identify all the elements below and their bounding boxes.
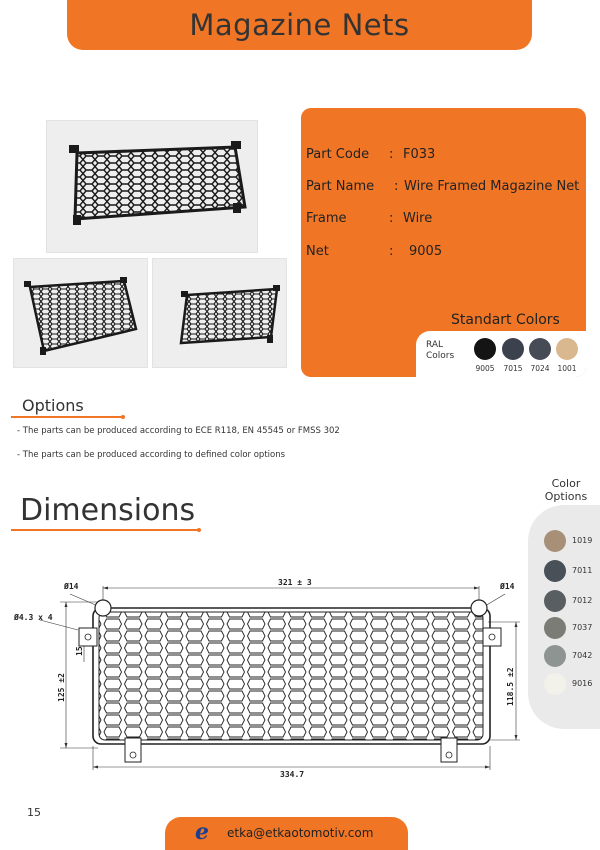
technical-drawing bbox=[0, 570, 530, 780]
dim-width-top: 321 ± 3 bbox=[278, 578, 312, 587]
swatch-code: 1001 bbox=[557, 364, 577, 373]
row-colon: : bbox=[394, 179, 399, 194]
options-underline-dot bbox=[121, 415, 125, 419]
ral-label-line1: RAL bbox=[426, 340, 444, 350]
row-value: 9005 bbox=[409, 244, 443, 259]
color-option-code: 7042 bbox=[572, 651, 593, 660]
ral-colors-box bbox=[416, 331, 586, 377]
dim-hole-right: Ø14 bbox=[500, 582, 515, 591]
title-bar bbox=[67, 0, 532, 50]
frame-row bbox=[306, 211, 432, 226]
color-option bbox=[544, 617, 600, 639]
etka-logo-icon: e bbox=[195, 819, 209, 845]
swatch-code: 7015 bbox=[503, 364, 523, 373]
color-option-code: 1019 bbox=[572, 536, 593, 545]
bracket-bottom-right bbox=[441, 738, 457, 762]
color-option-swatch bbox=[544, 560, 566, 582]
color-options-title-line1: Color bbox=[551, 477, 581, 490]
dim-mount-hole: Ø4.3 x 4 bbox=[14, 613, 53, 622]
page-number: 15 bbox=[27, 806, 41, 819]
dim-height-small: 15 bbox=[75, 646, 84, 656]
row-key: Part Code bbox=[306, 147, 370, 162]
bracket-left bbox=[79, 628, 97, 646]
mount-hole-right bbox=[471, 600, 487, 616]
product-photo-right bbox=[152, 258, 287, 368]
dim-width-bottom: 334.7 bbox=[280, 770, 305, 779]
color-swatch bbox=[556, 338, 578, 360]
color-option bbox=[544, 590, 600, 612]
color-swatch bbox=[502, 338, 524, 360]
dim-height-left: 125 ±2 bbox=[57, 673, 66, 702]
mount-hole-left bbox=[95, 600, 111, 616]
dimensions-title: Dimensions bbox=[20, 493, 196, 528]
part-name-row bbox=[306, 179, 579, 194]
drawing-net bbox=[99, 612, 483, 740]
footer-email[interactable]: etka@etkaotomotiv.com bbox=[227, 826, 374, 840]
row-value: Wire bbox=[403, 211, 433, 226]
row-key: Part Name bbox=[306, 179, 375, 194]
color-option-code: 7011 bbox=[572, 566, 593, 575]
ral-label-line2: Colors bbox=[426, 351, 455, 361]
row-colon: : bbox=[389, 147, 394, 162]
product-photo-main bbox=[46, 120, 258, 253]
dim-height-right: 118.5 ±2 bbox=[506, 667, 515, 706]
net-photo-angle-left bbox=[14, 259, 147, 367]
options-title: Options bbox=[22, 396, 84, 415]
row-colon: : bbox=[389, 211, 394, 226]
net-row bbox=[306, 244, 442, 259]
color-option-swatch bbox=[544, 617, 566, 639]
color-swatch bbox=[529, 338, 551, 360]
color-option bbox=[544, 673, 600, 695]
color-options-panel bbox=[528, 505, 600, 729]
bracket-bottom-left bbox=[125, 738, 141, 762]
color-swatch bbox=[474, 338, 496, 360]
row-colon: : bbox=[389, 244, 394, 259]
dimensions-underline-dot bbox=[197, 528, 201, 532]
color-option-code: 9016 bbox=[572, 679, 593, 688]
color-option-swatch bbox=[544, 645, 566, 667]
row-key: Net bbox=[306, 244, 329, 259]
color-option-code: 7037 bbox=[572, 623, 593, 632]
color-options-title bbox=[537, 477, 595, 503]
footer-bar bbox=[165, 817, 408, 850]
options-bullet: - The parts can be produced according to ECE R118, EN 45545 or FMSS 302 bbox=[17, 426, 340, 436]
color-option bbox=[544, 645, 600, 667]
color-option-swatch bbox=[544, 673, 566, 695]
product-photo-left bbox=[13, 258, 148, 368]
swatch-code: 7024 bbox=[530, 364, 550, 373]
color-options-title-line2: Options bbox=[544, 490, 588, 503]
dimensions-underline bbox=[11, 529, 199, 531]
row-value: F033 bbox=[403, 147, 436, 162]
color-option-swatch bbox=[544, 590, 566, 612]
page-title: Magazine Nets bbox=[189, 8, 410, 42]
net-photo-front bbox=[47, 121, 257, 252]
color-option bbox=[544, 530, 600, 552]
options-underline bbox=[11, 416, 122, 418]
bracket-right bbox=[483, 628, 501, 646]
row-key: Frame bbox=[306, 211, 347, 226]
part-code-row bbox=[306, 147, 435, 162]
color-option bbox=[544, 560, 600, 582]
swatch-code: 9005 bbox=[475, 364, 495, 373]
dim-hole-left: Ø14 bbox=[64, 582, 79, 591]
standard-colors-title: Standart Colors bbox=[451, 312, 560, 328]
product-info-panel bbox=[301, 108, 586, 377]
options-bullet: - The parts can be produced according to defined color options bbox=[17, 450, 286, 460]
color-option-code: 7012 bbox=[572, 596, 593, 605]
row-value: Wire Framed Magazine Net bbox=[404, 179, 580, 194]
net-photo-angle-right bbox=[153, 259, 286, 367]
ral-label bbox=[426, 340, 454, 362]
color-option-swatch bbox=[544, 530, 566, 552]
